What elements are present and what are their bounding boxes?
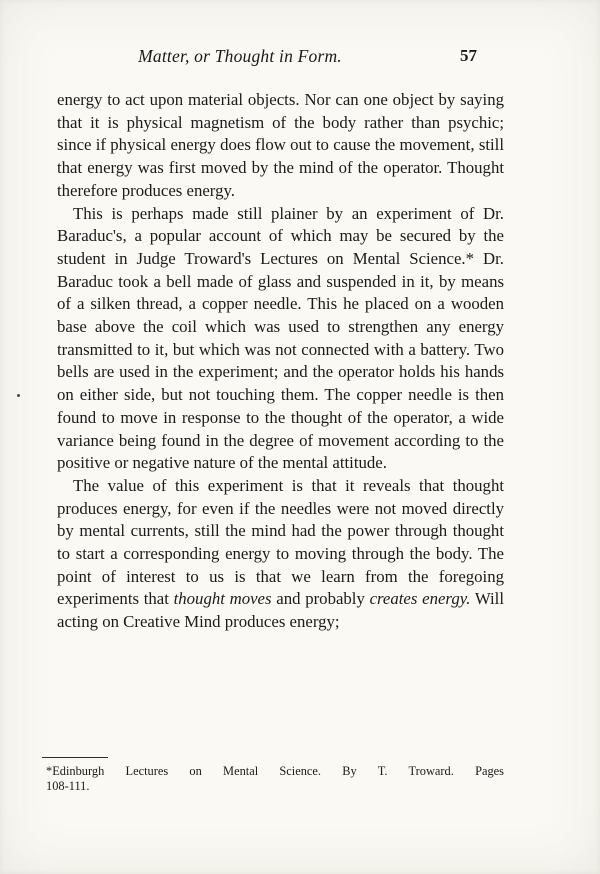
- scan-speck: [17, 394, 20, 397]
- running-header-title: Matter, or Thought in Form.: [138, 46, 342, 66]
- paragraph: This is perhaps made still plainer by an experiment of Dr. Baraduc's, a popular account of which may be secured by the student in Judge Troward's Lectures on Mental Science.* Dr. Baraduc took a bell made of glass and suspended in it, by means of a silken thread, a copper needle. This he placed on a wooden base above the coil which was used to strengthen any energy transmitted to it, but which was not connected with a battery. Two bells are used in the experiment; and the operator holds his hands on either side, but not touching them. The copper needle is then found to move in response to the thought of the operator, a wide variance being found in the degree of movement according to the positive or negative nature of the mental attitude.: [57, 203, 504, 473]
- footnote-line: 108-111.: [46, 778, 90, 793]
- paragraph-run: and probably: [271, 589, 370, 609]
- footnote-line: *Edinburgh Lectures on Mental Science. By T. Troward. Pages: [46, 764, 504, 778]
- paragraph: [57, 475, 504, 634]
- paragraph-run-italic: creates energy.: [369, 589, 471, 609]
- page-body: [57, 89, 504, 634]
- footnote: [46, 764, 504, 794]
- paragraph-run-italic: thought moves: [173, 589, 272, 609]
- paragraph: energy to act upon material objects. Nor can one object by saying that it is physical magnetism of the body rather than psychic; since if physical energy does flow out to cause the movement, still that energy was first moved by the mind of the operator. Thought therefore produces energy.: [57, 90, 504, 200]
- page-number: 57: [460, 46, 477, 65]
- footnote-rule: [42, 757, 108, 758]
- paragraph-run: The value of this experiment is that it reveals that thought produces energy, for even if the needles were not moved directly by mental currents, still the mind had the power through thought to start a corresponding energy to moving through the body. The point of interest to us is that we learn from the foregoing experiments that: [57, 475, 504, 609]
- running-header: [57, 46, 503, 70]
- paragraph-run: Will acting on Creative Mind produces energy;: [57, 589, 505, 632]
